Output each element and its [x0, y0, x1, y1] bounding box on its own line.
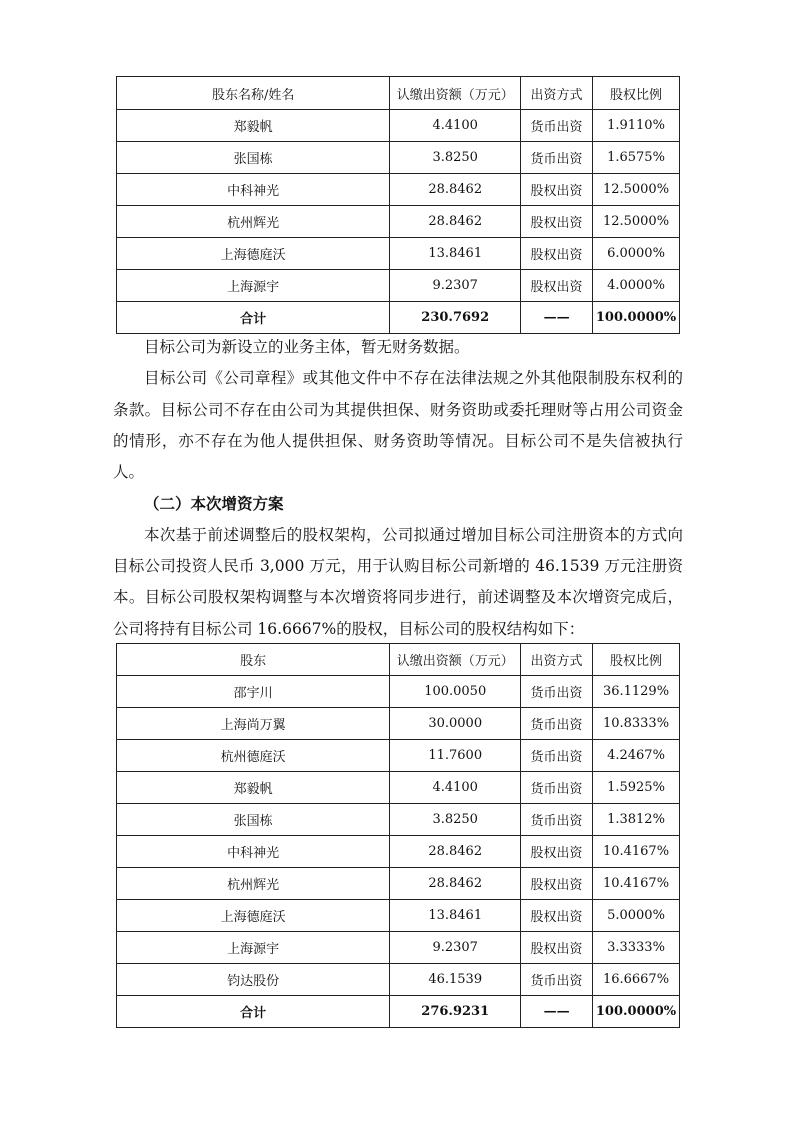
table-cell: 邵宇川 [117, 676, 390, 708]
table-row [117, 110, 680, 142]
table-cell: 10.8333% [593, 708, 680, 740]
table-cell: 276.9231 [390, 996, 521, 1028]
shareholding-table-after [116, 643, 680, 1028]
table-cell: 中科神光 [117, 836, 390, 868]
table-cell: 股权出资 [521, 270, 593, 302]
table-row [117, 238, 680, 270]
body-text [113, 332, 683, 645]
table-row [117, 142, 680, 174]
table-cell: 5.0000% [593, 900, 680, 932]
table-cell: 28.8462 [390, 174, 521, 206]
table-row [117, 174, 680, 206]
table-cell: 合计 [117, 996, 390, 1028]
table-cell: 1.5925% [593, 772, 680, 804]
table-row [117, 964, 680, 996]
table-cell: 股权出资 [521, 174, 593, 206]
table-cell: 上海尚万翼 [117, 708, 390, 740]
table-cell: 股权出资 [521, 836, 593, 868]
table-cell: 认缴出资额（万元） [390, 644, 521, 676]
table-cell: 12.5000% [593, 206, 680, 238]
table-cell: 张国栋 [117, 142, 390, 174]
paragraph: 目标公司《公司章程》或其他文件中不存在法律法规之外其他限制股东权利的条款。目标公司不存在由公司为其提供担保、财务资助或委托理财等占用公司资金的情形，亦不存在为他人提供担保、财务资助等情况。目标公司不是失信被执行人。 [113, 369, 683, 482]
table-cell: 4.4100 [390, 772, 521, 804]
table-cell: 郑毅帆 [117, 110, 390, 142]
table-cell: 3.3333% [593, 932, 680, 964]
table-cell: 股权出资 [521, 900, 593, 932]
table-cell: 4.4100 [390, 110, 521, 142]
table-cell: 出资方式 [521, 644, 593, 676]
table-cell: 中科神光 [117, 174, 390, 206]
paragraph: 目标公司为新设立的业务主体，暂无财务数据。 [144, 338, 470, 356]
table-cell: 28.8462 [390, 206, 521, 238]
table-cell: —— [521, 996, 593, 1028]
table-cell: 36.1129% [593, 676, 680, 708]
table-cell: 1.6575% [593, 142, 680, 174]
table-cell: 股权出资 [521, 206, 593, 238]
table-cell: 认缴出资额（万元） [390, 77, 521, 110]
table-cell: 杭州辉光 [117, 206, 390, 238]
table-cell: 股权出资 [521, 868, 593, 900]
table-cell: 股权比例 [593, 77, 680, 110]
table-cell: 货币出资 [521, 110, 593, 142]
paragraph: 本次基于前述调整后的股权架构，公司拟通过增加目标公司注册资本的方式向目标公司投资人民币 3,000 万元，用于认购目标公司新增的 46.1539 万元注册资本。目标公司股权架构调整与本次增资将同步进行，前述调整及本次增资完成后，公司将持有目标公司 16.6667%的股权，目标公司的股权结构如下： [113, 525, 683, 638]
table-row [117, 900, 680, 932]
table-cell: 100.0000% [593, 996, 680, 1028]
table-cell: 货币出资 [521, 772, 593, 804]
table-cell: 股东名称/姓名 [117, 77, 390, 110]
table-cell: 上海源宇 [117, 270, 390, 302]
table-cell: 100.0050 [390, 676, 521, 708]
table-cell: 16.6667% [593, 964, 680, 996]
table-header-row [117, 77, 680, 110]
table-row [117, 206, 680, 238]
table-row [117, 932, 680, 964]
table-cell: 11.7600 [390, 740, 521, 772]
table-cell: 货币出资 [521, 676, 593, 708]
table-row [117, 772, 680, 804]
table-cell: 货币出资 [521, 740, 593, 772]
table-cell: 12.5000% [593, 174, 680, 206]
table-cell: 10.4167% [593, 868, 680, 900]
table-cell: 货币出资 [521, 708, 593, 740]
table-cell: 货币出资 [521, 142, 593, 174]
table-cell: 货币出资 [521, 964, 593, 996]
table-cell: 3.8250 [390, 804, 521, 836]
table-cell: 股东 [117, 644, 390, 676]
table-cell: 上海德庭沃 [117, 900, 390, 932]
table-cell: 合计 [117, 302, 390, 334]
table-cell: 货币出资 [521, 804, 593, 836]
table-total-row [117, 996, 680, 1028]
table-row [117, 804, 680, 836]
table-cell: 上海德庭沃 [117, 238, 390, 270]
table-cell: 1.9110% [593, 110, 680, 142]
table-total-row [117, 302, 680, 334]
table-row [117, 868, 680, 900]
table-cell: —— [521, 302, 593, 334]
table-cell: 9.2307 [390, 270, 521, 302]
shareholding-table-before [116, 76, 680, 334]
table-cell: 13.8461 [390, 238, 521, 270]
table-cell: 出资方式 [521, 77, 593, 110]
table-cell: 股权比例 [593, 644, 680, 676]
table-row [117, 708, 680, 740]
table-cell: 230.7692 [390, 302, 521, 334]
table-cell: 46.1539 [390, 964, 521, 996]
table-cell: 28.8462 [390, 868, 521, 900]
table-row [117, 676, 680, 708]
table-cell: 9.2307 [390, 932, 521, 964]
table-cell: 10.4167% [593, 836, 680, 868]
table-cell: 6.0000% [593, 238, 680, 270]
table-cell: 100.0000% [593, 302, 680, 334]
table-cell: 4.2467% [593, 740, 680, 772]
table-row [117, 740, 680, 772]
table-cell: 3.8250 [390, 142, 521, 174]
table-row [117, 836, 680, 868]
section-heading: （二）本次增资方案 [144, 494, 284, 514]
table-cell: 30.0000 [390, 708, 521, 740]
table-cell: 杭州辉光 [117, 868, 390, 900]
table-cell: 1.3812% [593, 804, 680, 836]
table-cell: 钧达股份 [117, 964, 390, 996]
table-header-row [117, 644, 680, 676]
table-cell: 股权出资 [521, 238, 593, 270]
table-cell: 4.0000% [593, 270, 680, 302]
table-row [117, 270, 680, 302]
table-cell: 杭州德庭沃 [117, 740, 390, 772]
table-cell: 张国栋 [117, 804, 390, 836]
table-cell: 上海源宇 [117, 932, 390, 964]
table-cell: 郑毅帆 [117, 772, 390, 804]
table-cell: 28.8462 [390, 836, 521, 868]
table-cell: 股权出资 [521, 932, 593, 964]
table-cell: 13.8461 [390, 900, 521, 932]
